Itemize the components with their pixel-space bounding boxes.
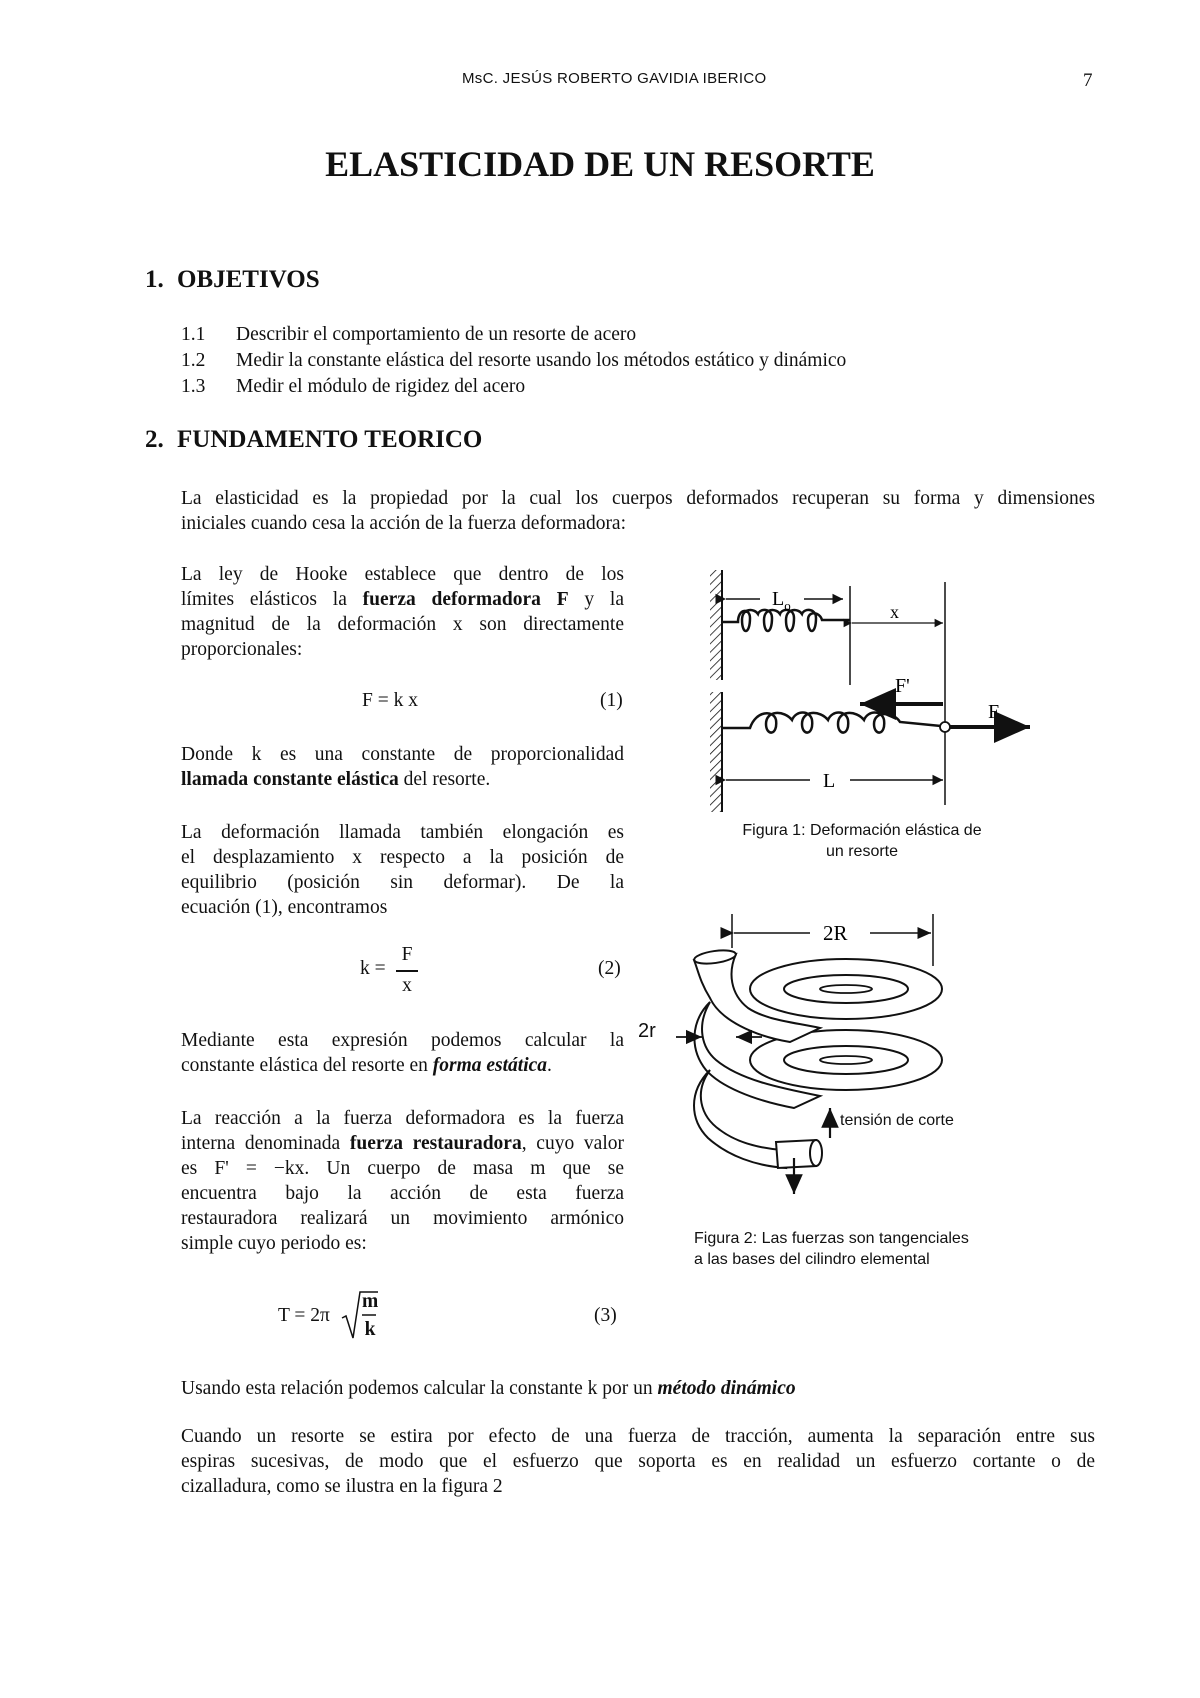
label-2r-diameter: 2R [823, 921, 848, 945]
text-line: proporcionales: [181, 639, 303, 660]
wall-top [710, 570, 722, 680]
text-line: La reacción a la fuerza deformadora es la fuerza [181, 1108, 624, 1129]
label-2r-wire: 2r [638, 1020, 656, 1042]
text-line: La deformación llamada también elongación es [181, 822, 624, 843]
coil-outline [750, 959, 942, 1019]
text-line: encuentra bajo la acción de esta fuerza [181, 1183, 624, 1204]
objective-number: 1.1 [181, 324, 206, 345]
text-line: ecuación (1), encontramos [181, 897, 388, 918]
objective-item [181, 376, 525, 398]
cuando-paragraph [181, 1424, 1095, 1499]
objective-text: Medir el módulo de rigidez del acero [236, 376, 526, 397]
text-line: espiras sucesivas, de modo que el esfuerzo que soporta es en realidad un esfuerzo cortante o de [181, 1451, 1095, 1472]
label-l: L [823, 770, 836, 792]
text-line: límites elásticos la fuerza deformadora F y la [181, 589, 625, 610]
section-number: 2. [145, 426, 164, 453]
donde-paragraph [181, 742, 624, 792]
equation-1-label: (1) [600, 690, 623, 711]
equation-3-denominator: k [364, 1319, 376, 1340]
text-line: el desplazamiento x respecto a la posición de [181, 847, 624, 868]
objective-item [181, 324, 636, 346]
fraction-bar [396, 970, 418, 972]
text-line: simple cuyo periodo es: [181, 1233, 367, 1254]
figure-2-caption [694, 1228, 969, 1270]
label-x: x [890, 602, 899, 622]
page-number: 7 [1083, 70, 1093, 91]
equation-2-label: (2) [598, 958, 621, 979]
text-line: magnitud de la deformación x son directamente [181, 614, 624, 635]
figure-1-spring-diagram [700, 560, 1060, 820]
emphasis: fuerza restauradora [349, 1133, 522, 1154]
caption-line: un resorte [825, 843, 899, 860]
wall-bottom [710, 692, 722, 812]
text-line: La elasticidad es la propiedad por la cual los cuerpos deformados recuperan su forma y dimensiones [181, 488, 1095, 509]
equation-2-denominator: x [402, 975, 412, 996]
emphasis: método dinámico [657, 1378, 796, 1399]
deformacion-paragraph [181, 820, 624, 920]
equation-3-numerator: m [362, 1291, 379, 1312]
label-l0: $L_o$ [772, 588, 791, 613]
objective-text: Describir el comportamiento de un resorte de acero [236, 324, 637, 345]
objective-number: 1.3 [181, 376, 206, 397]
equation-2-numerator: F [401, 944, 413, 965]
text-line: Cuando un resorte se estira por efecto de una fuerza de tracción, aumenta la separación entre sus [181, 1426, 1095, 1447]
text-line: Mediante esta expresión podemos calcular la [181, 1030, 624, 1051]
mediante-paragraph [181, 1028, 624, 1078]
section-title: OBJETIVOS [177, 266, 320, 293]
text-line: interna denominada fuerza restauradora, cuyo valor [181, 1133, 624, 1154]
header-author: MsC. JESÚS ROBERTO GAVIDIA IBERICO [462, 70, 767, 87]
hooke-paragraph [181, 562, 624, 662]
label-shear-stress: tensión de corte [840, 1112, 954, 1129]
caption-line: a las bases del cilindro elemental [694, 1251, 930, 1268]
caption-line: Figura 2: Las fuerzas son tangenciales [694, 1230, 969, 1247]
emphasis: forma estática [432, 1055, 548, 1076]
equation-3-lhs: T = 2π [278, 1305, 330, 1326]
emphasis: fuerza deformadora F [362, 589, 569, 610]
text-line: equilibrio (posición sin deformar). De la [181, 872, 624, 893]
equation-3-label: (3) [594, 1305, 617, 1326]
usando-paragraph: Usando esta relación podemos calcular la constante k por un método dinámico [181, 1378, 796, 1399]
text-line: restauradora realizará un movimiento armónico [181, 1208, 624, 1229]
caption-line: Figura 1: Deformación elástica de [742, 822, 982, 839]
label-fprime: F' [895, 675, 910, 697]
emphasis: constante elástica [253, 769, 399, 790]
figure-2-helix-diagram [670, 910, 1010, 1210]
equation-2-lhs: k = [360, 958, 386, 979]
spring-stretched [722, 713, 941, 733]
reaccion-paragraph [181, 1106, 624, 1256]
section-heading-objetivos [145, 266, 320, 294]
text-line: constante elástica del resorte en forma estática. [181, 1055, 552, 1076]
equation-1: F = k x [362, 690, 418, 711]
text-line: llamada constante elástica del resorte. [181, 769, 491, 790]
page-title: ELASTICIDAD DE UN RESORTE [325, 144, 875, 184]
cylinder-base [810, 1140, 822, 1166]
section-number: 1. [145, 266, 164, 293]
objective-number: 1.2 [181, 350, 206, 371]
attachment-point [940, 722, 950, 732]
section-heading-fundamento [145, 426, 482, 454]
text-line: iniciales cuando cesa la acción de la fuerza deformadora: [181, 513, 627, 534]
section-title: FUNDAMENTO TEORICO [177, 426, 483, 453]
intro-paragraph [181, 486, 1095, 536]
figure-1-caption [712, 820, 1012, 862]
spring-relaxed [722, 610, 850, 631]
text-line: La ley de Hooke establece que dentro de los [181, 564, 624, 585]
objective-item [181, 350, 846, 372]
text-line: cizalladura, como se ilustra en la figura 2 [181, 1476, 503, 1497]
label-f: F [988, 701, 1000, 723]
objective-text: Medir la constante elástica del resorte usando los métodos estático y dinámico [236, 350, 847, 371]
text-line: Donde k es una constante de proporcionalidad [181, 744, 624, 765]
text-line: es F' = −kx. Un cuerpo de masa m que se [181, 1158, 624, 1179]
